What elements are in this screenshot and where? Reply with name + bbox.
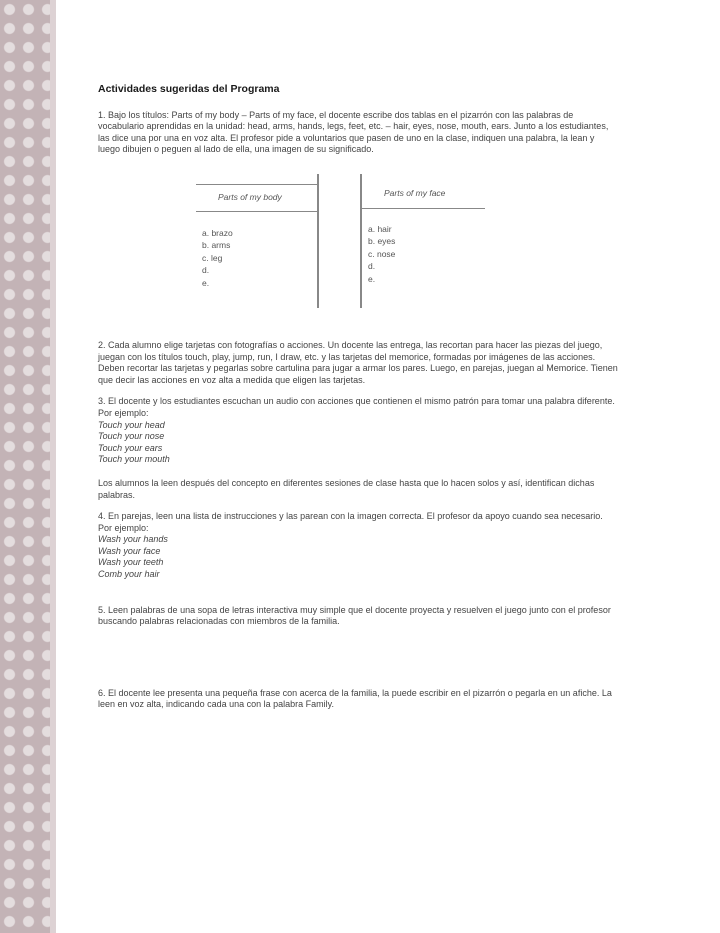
vocabulary-tables <box>98 174 618 324</box>
table-top-rule <box>196 184 319 186</box>
example-line: Wash your face <box>98 545 161 556</box>
activity-5-text: 5. Leen palabras de una sopa de letras interactiva muy simple que el docente proyecta y resuelven el juego junto con el profesor buscando palabras relacionadas con miembros de la familia. <box>98 604 611 627</box>
activity-3 <box>98 396 618 501</box>
table-items <box>202 228 233 291</box>
list-item: e. <box>368 273 376 284</box>
table-parts-of-body <box>196 174 321 308</box>
page-title: Actividades sugeridas del Programa <box>98 83 280 95</box>
table-vertical-rule <box>360 174 362 308</box>
activity-4 <box>98 511 618 581</box>
list-item: b. eyes <box>368 236 396 247</box>
list-item: b. arms <box>202 240 231 251</box>
example-label: Por ejemplo: <box>98 522 149 533</box>
decorative-left-strip <box>0 0 56 933</box>
table-items <box>368 224 395 287</box>
example-line: Touch your head <box>98 419 165 430</box>
activity-4-intro: 4. En parejas, leen una lista de instrucciones y las parean con la imagen correcta. El profesor da apoyo cuando sea necesario. <box>98 511 603 522</box>
list-item: c. nose <box>368 248 396 259</box>
decorative-strip-edge <box>50 0 56 933</box>
example-line: Wash your teeth <box>98 557 164 568</box>
document-page <box>98 84 618 721</box>
example-line: Touch your ears <box>98 442 163 453</box>
example-line: Wash your hands <box>98 534 168 545</box>
example-line: Comb your hair <box>98 569 160 580</box>
list-item: c. leg <box>202 252 223 263</box>
example-line: Touch your mouth <box>98 454 170 465</box>
example-line: Touch your nose <box>98 431 165 442</box>
table-header: Parts of my face <box>384 187 446 198</box>
table-vertical-rule <box>317 174 319 308</box>
list-item: a. brazo <box>202 227 233 238</box>
example-label: Por ejemplo: <box>98 407 149 418</box>
table-header: Parts of my body <box>218 191 282 202</box>
table-parts-of-face <box>360 174 485 308</box>
list-item: a. hair <box>368 223 392 234</box>
list-item: e. <box>202 277 210 288</box>
activity-3-closing: Los alumnos la leen después del concepto en diferentes sesiones de clase hasta que lo hacen solos y así, identifican dichas palabras. <box>98 477 595 500</box>
table-header-rule <box>360 208 485 210</box>
table-header-rule <box>196 211 319 213</box>
activity-6-text: 6. El docente lee presenta una pequeña frase con acerca de la familia, la puede escribir en el pizarrón o pegarla en un afiche. La leen en voz alta, indicando cada una con la palabra Family. <box>98 687 612 710</box>
list-item: d. <box>368 261 376 272</box>
activity-3-intro: 3. El docente y los estudiantes escuchan un audio con acciones que contienen el mismo patrón para tomar una palabra diferente. <box>98 396 615 407</box>
list-item: d. <box>202 265 210 276</box>
activity-2-text: 2. Cada alumno elige tarjetas con fotografías o acciones. Un docente las entrega, las recortan para hacer las piezas del juego, juegan con los títulos touch, play, jump, run, I draw, etc. y las tarjetas del memorice, formadas por imágenes de las acciones. Deben recortar las tarjetas y pegarlas sobre cartulina para jugar a armar los pares. Luego, en parejas, juegan al Memorice. Tienen que decir las acciones en voz alta a medida que eligen las tarjetas. <box>98 339 618 385</box>
activity-1-text: 1. Bajo los títulos: Parts of my body – Parts of my face, el docente escribe dos tablas en el pizarrón con las palabras de vocabulario aprendidas en la unidad: head, arms, hands, legs, feet, etc. – hair, eyes, nose, mouth, ears. Junto a los estudiantes, las dice una por una en voz alta. El profesor pide a voluntarios que pasen de uno en la clase, indiquen una palabra, la lean y luego dibujen o peguen al lado de ella, una imagen de su significado. <box>98 109 609 155</box>
